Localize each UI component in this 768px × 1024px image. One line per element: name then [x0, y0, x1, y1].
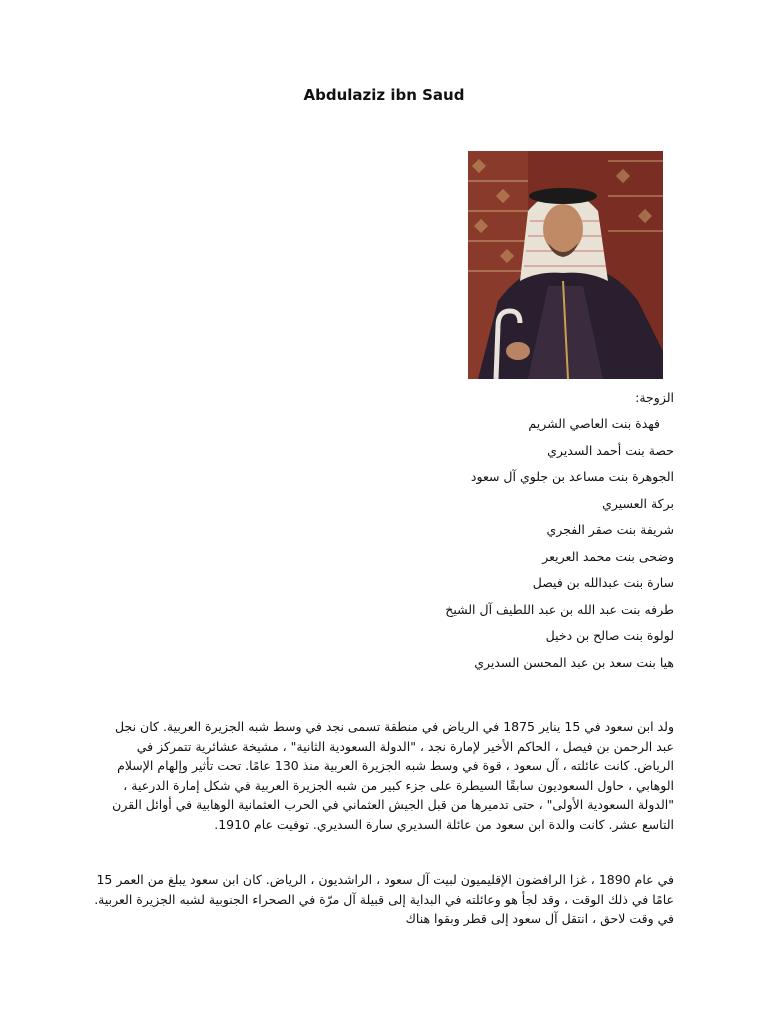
list-item: لولوة بنت صالح بن دخيل [545, 628, 674, 643]
list-item: وضحى بنت محمد العريعر [542, 548, 674, 564]
wives-list [274, 414, 674, 679]
portrait-photo [468, 151, 663, 379]
list-item: بركة العسيري [602, 495, 674, 511]
list-item: فهدة بنت العاصي الشريم [528, 416, 660, 431]
document-title: Abdulaziz ibn Saud [303, 86, 465, 104]
wives-heading: الزوجة: [635, 390, 674, 405]
list-item: شريفة بنت صقر الفجري [546, 522, 674, 537]
list-item: هيا بنت سعد بن عبد المحسن السديري [474, 654, 674, 670]
biography-paragraph: ولد ابن سعود في 15 يناير 1875 في الرياض في منطقة تسمى نجد في وسط شبه الجزيرة العربية. كان نجل عبد الرحمن بن فيصل ، الحاكم الأخير لإمارة نجد ، "الدولة السعودية الثانية" ، مشيخة عشائرية تتمركز في الرياض. كانت عائلته ، آل سعود ، قوة في وسط شبه الجزيرة العربية منذ 130 عامًا. تحت تأثير وإلهام الإسلام الوهابي ، حاول السعوديون سابقًا السيطرة على جزء كبير من شبه الجزيرة العربية في شكل إمارة الدرعية ، "الدولة السعودية الأولى" ، حتى تدميرها من قبل الجيش العثماني في الحرب العثمانية الوهابية في أوائل القرن التاسع عشر. كانت والدة ابن سعود من عائلة السديري سارة السديري. توفيت عام 1910. [112, 719, 674, 832]
biography-paragraph: في عام 1890 ، غزا الرافضون الإقليميون لبيت آل سعود ، الراشديون ، الرياض. كان ابن سعود يبلغ من العمر 15 عامًا في ذلك الوقت ، وقد لجأ هو وعائلته في البداية إلى قبيلة آل مرّة في الصحراء الجنوبية لشبه الجزيرة العربية. في وقت لاحق ، انتقل آل سعود إلى قطر وبقوا هناك [94, 872, 674, 926]
list-item: الجوهرة بنت مساعد بن جلوي آل سعود [470, 469, 674, 484]
list-item: طرفه بنت عبد الله بن عبد اللطيف آل الشيخ [445, 601, 674, 617]
list-item: سارة بنت عبدالله بن فيصل [532, 575, 674, 590]
list-item: حصة بنت أحمد السديري [547, 442, 674, 458]
